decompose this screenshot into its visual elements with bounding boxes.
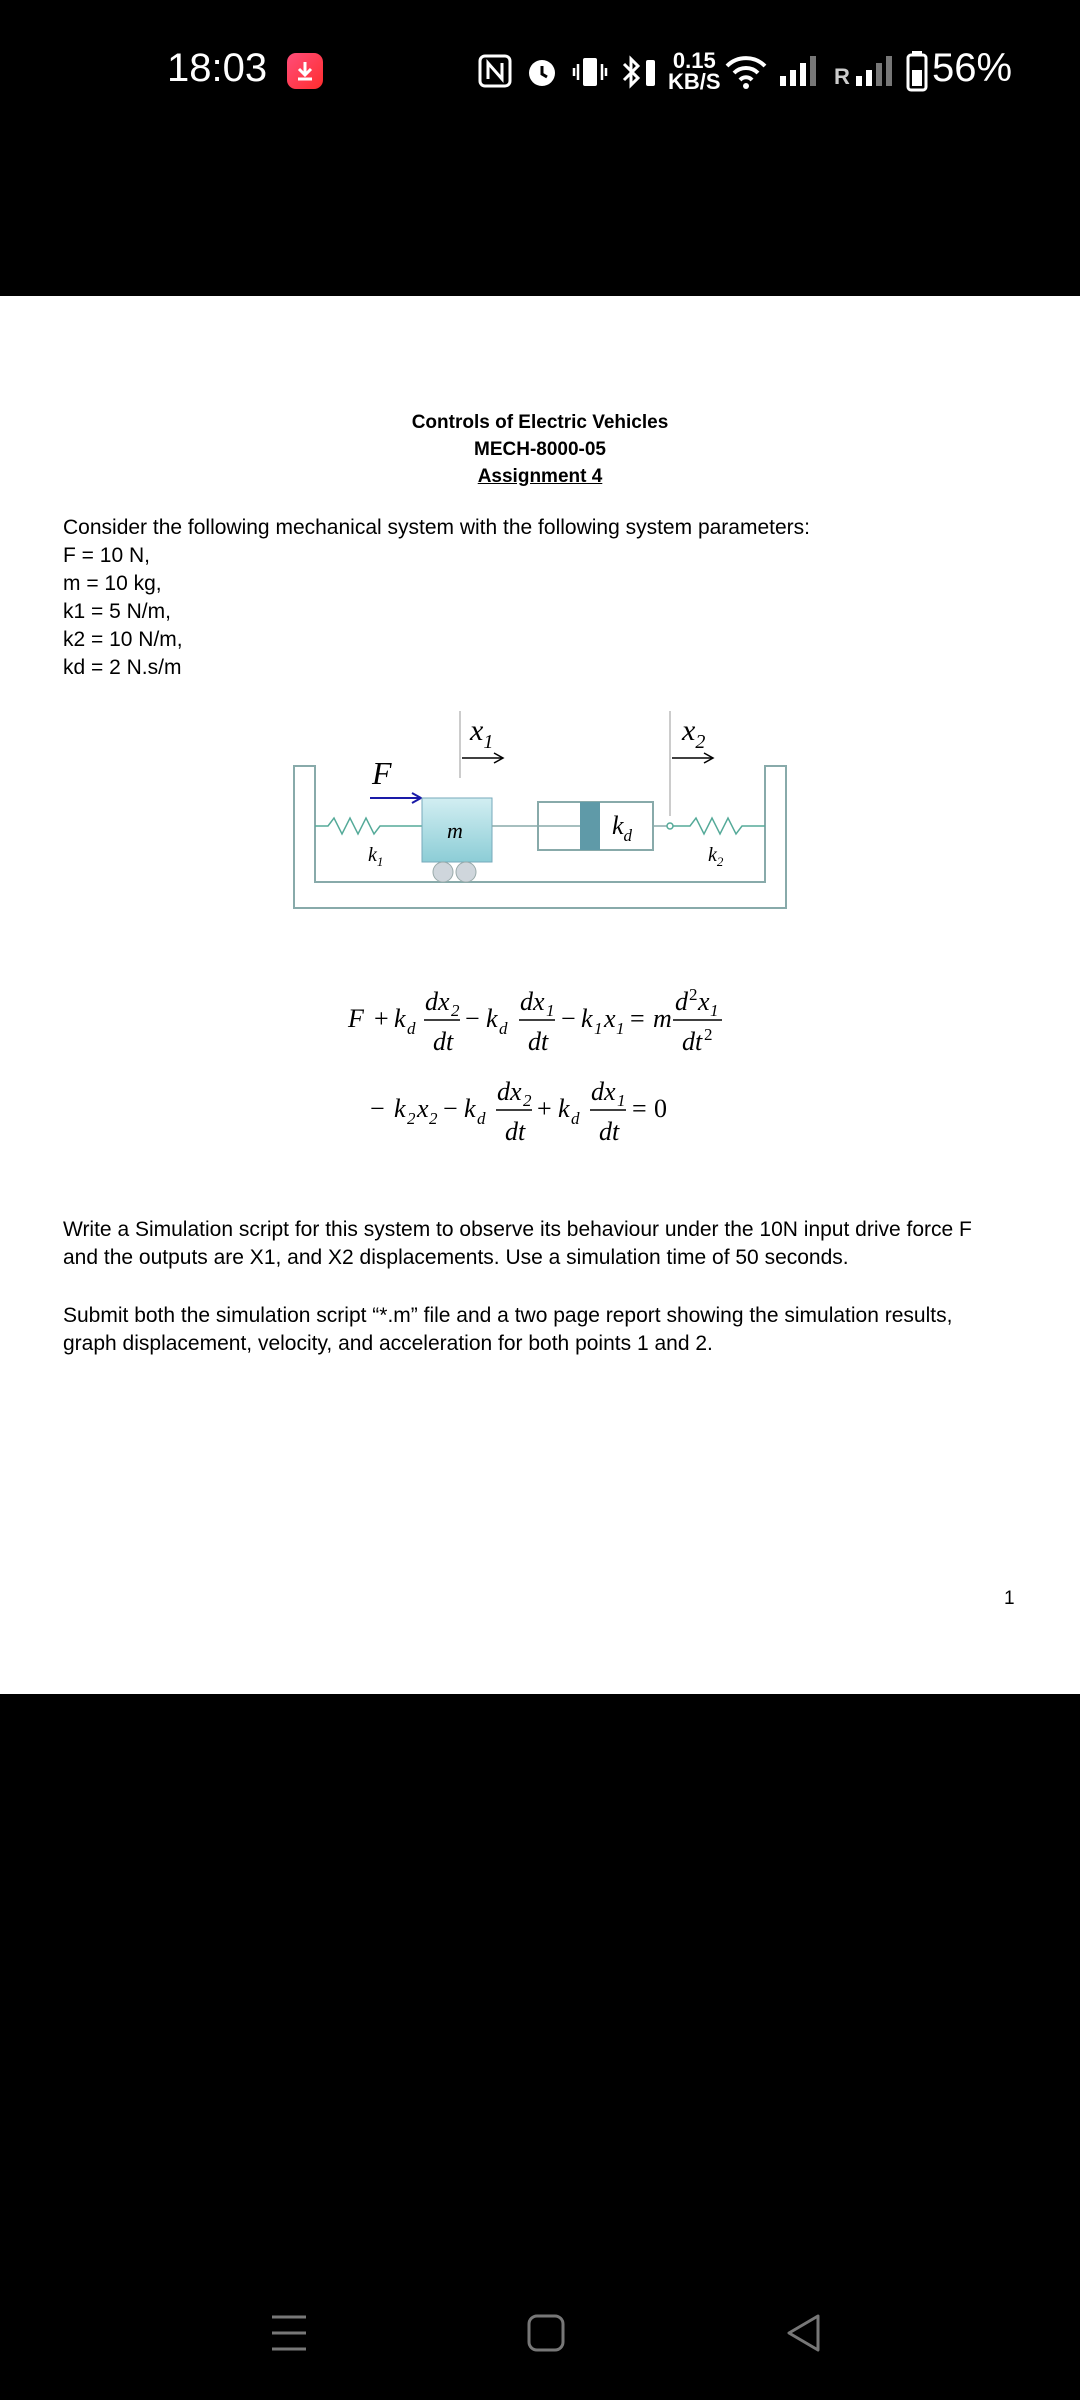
equations-of-motion xyxy=(340,986,760,1166)
intro-text: Consider the following mechanical system with the following system parameters: xyxy=(63,516,810,539)
svg-text:+: + xyxy=(537,1094,552,1123)
svg-text:−: − xyxy=(443,1094,458,1123)
document-title: Controls of Electric Vehicles xyxy=(411,412,669,433)
home-button[interactable] xyxy=(526,2313,566,2353)
svg-text:=: = xyxy=(630,1004,645,1033)
svg-text:x: x xyxy=(604,1004,616,1033)
nfc-icon xyxy=(478,54,512,88)
network-speed: 0.15 KB/S xyxy=(668,48,721,94)
svg-text:−: − xyxy=(370,1094,385,1123)
svg-text:dx: dx xyxy=(520,987,545,1016)
param-force: F = 10 N, xyxy=(63,544,150,567)
svg-text:2: 2 xyxy=(429,1109,438,1128)
svg-text:2: 2 xyxy=(407,1109,416,1128)
svg-text:dt: dt xyxy=(599,1117,620,1146)
svg-text:dt: dt xyxy=(505,1117,526,1146)
instructions-submission: Submit both the simulation script “*.m” file and a two page report showing the simulation results, graph displacement, velocity, and acceleration for both points 1 and 2. xyxy=(63,1304,953,1355)
force-label: F xyxy=(372,755,392,791)
k1-label: $k_1$ xyxy=(368,844,384,869)
battery-icon xyxy=(906,50,928,92)
svg-text:k: k xyxy=(464,1094,476,1123)
equation-1 xyxy=(347,986,722,1056)
signal-sim2-icon xyxy=(852,54,900,88)
svg-text:d: d xyxy=(675,987,688,1016)
svg-text:1: 1 xyxy=(594,1019,603,1038)
mass-label: m xyxy=(447,818,463,843)
navigation-bar xyxy=(0,2280,1080,2400)
damper-label: $k_d$ xyxy=(612,811,633,845)
sim2-label: R xyxy=(834,64,850,89)
param-k1: k1 = 5 N/m, xyxy=(63,600,171,623)
param-mass: m = 10 kg, xyxy=(63,572,162,595)
svg-text:0: 0 xyxy=(654,1094,667,1123)
status-bar xyxy=(0,0,1080,145)
svg-text:=: = xyxy=(632,1094,647,1123)
svg-text:d: d xyxy=(407,1019,416,1038)
svg-text:k: k xyxy=(394,1004,406,1033)
svg-text:−: − xyxy=(465,1004,480,1033)
svg-text:k: k xyxy=(486,1004,498,1033)
svg-text:2: 2 xyxy=(689,986,698,1004)
signal-sim1-icon xyxy=(776,54,826,88)
svg-text:k: k xyxy=(581,1004,593,1033)
back-button[interactable] xyxy=(784,2313,824,2353)
clock: 18:03 xyxy=(167,46,268,90)
svg-text:1: 1 xyxy=(617,1091,626,1110)
svg-text:dt: dt xyxy=(433,1027,454,1056)
k2-label: $k_2$ xyxy=(708,844,724,869)
mechanical-system-diagram xyxy=(290,706,790,916)
svg-text:dx: dx xyxy=(591,1077,616,1106)
svg-text:dt: dt xyxy=(528,1027,549,1056)
param-kd: kd = 2 N.s/m xyxy=(63,656,182,679)
equation-2 xyxy=(370,1077,667,1146)
page-number: 1 xyxy=(1004,1588,1015,1609)
svg-text:1: 1 xyxy=(710,1001,719,1020)
svg-text:F: F xyxy=(348,1004,364,1033)
course-code: MECH-8000-05 xyxy=(474,439,606,460)
svg-text:2: 2 xyxy=(704,1025,713,1044)
svg-text:k: k xyxy=(394,1094,406,1123)
x1-label: $x_1$ xyxy=(470,714,494,753)
download-notification-icon xyxy=(287,53,323,89)
svg-text:m: m xyxy=(653,1004,672,1033)
svg-text:1: 1 xyxy=(616,1019,625,1038)
svg-text:1: 1 xyxy=(546,1001,555,1020)
x2-label: $x_2$ xyxy=(682,714,706,753)
svg-text:k: k xyxy=(558,1094,570,1123)
bluetooth-battery-icon xyxy=(618,54,658,90)
svg-text:2: 2 xyxy=(523,1091,532,1110)
instructions-simulation: Write a Simulation script for this system to observe its behaviour under the 10N input drive force F and the outputs are X1, and X2 displacements. Use a simulation time of 50 seconds. xyxy=(63,1218,972,1269)
svg-text:−: − xyxy=(561,1004,576,1033)
svg-text:x: x xyxy=(698,987,710,1016)
svg-text:dt: dt xyxy=(682,1027,703,1056)
parameter-list xyxy=(63,542,183,682)
svg-text:+: + xyxy=(374,1004,389,1033)
document-page[interactable] xyxy=(0,296,1080,1694)
recent-apps-button[interactable] xyxy=(270,2313,308,2353)
svg-text:dx: dx xyxy=(425,987,450,1016)
wifi-icon xyxy=(724,52,768,90)
svg-text:d: d xyxy=(477,1109,486,1128)
svg-text:dx: dx xyxy=(497,1077,522,1106)
svg-text:d: d xyxy=(571,1109,580,1128)
assignment-title: Assignment 4 xyxy=(477,466,603,487)
svg-text:x: x xyxy=(417,1094,429,1123)
vibrate-icon xyxy=(572,54,608,90)
battery-percentage: 56% xyxy=(932,46,1013,90)
alarm-icon xyxy=(524,54,560,90)
svg-text:d: d xyxy=(499,1019,508,1038)
svg-text:2: 2 xyxy=(451,1001,460,1020)
param-k2: k2 = 10 N/m, xyxy=(63,628,183,651)
